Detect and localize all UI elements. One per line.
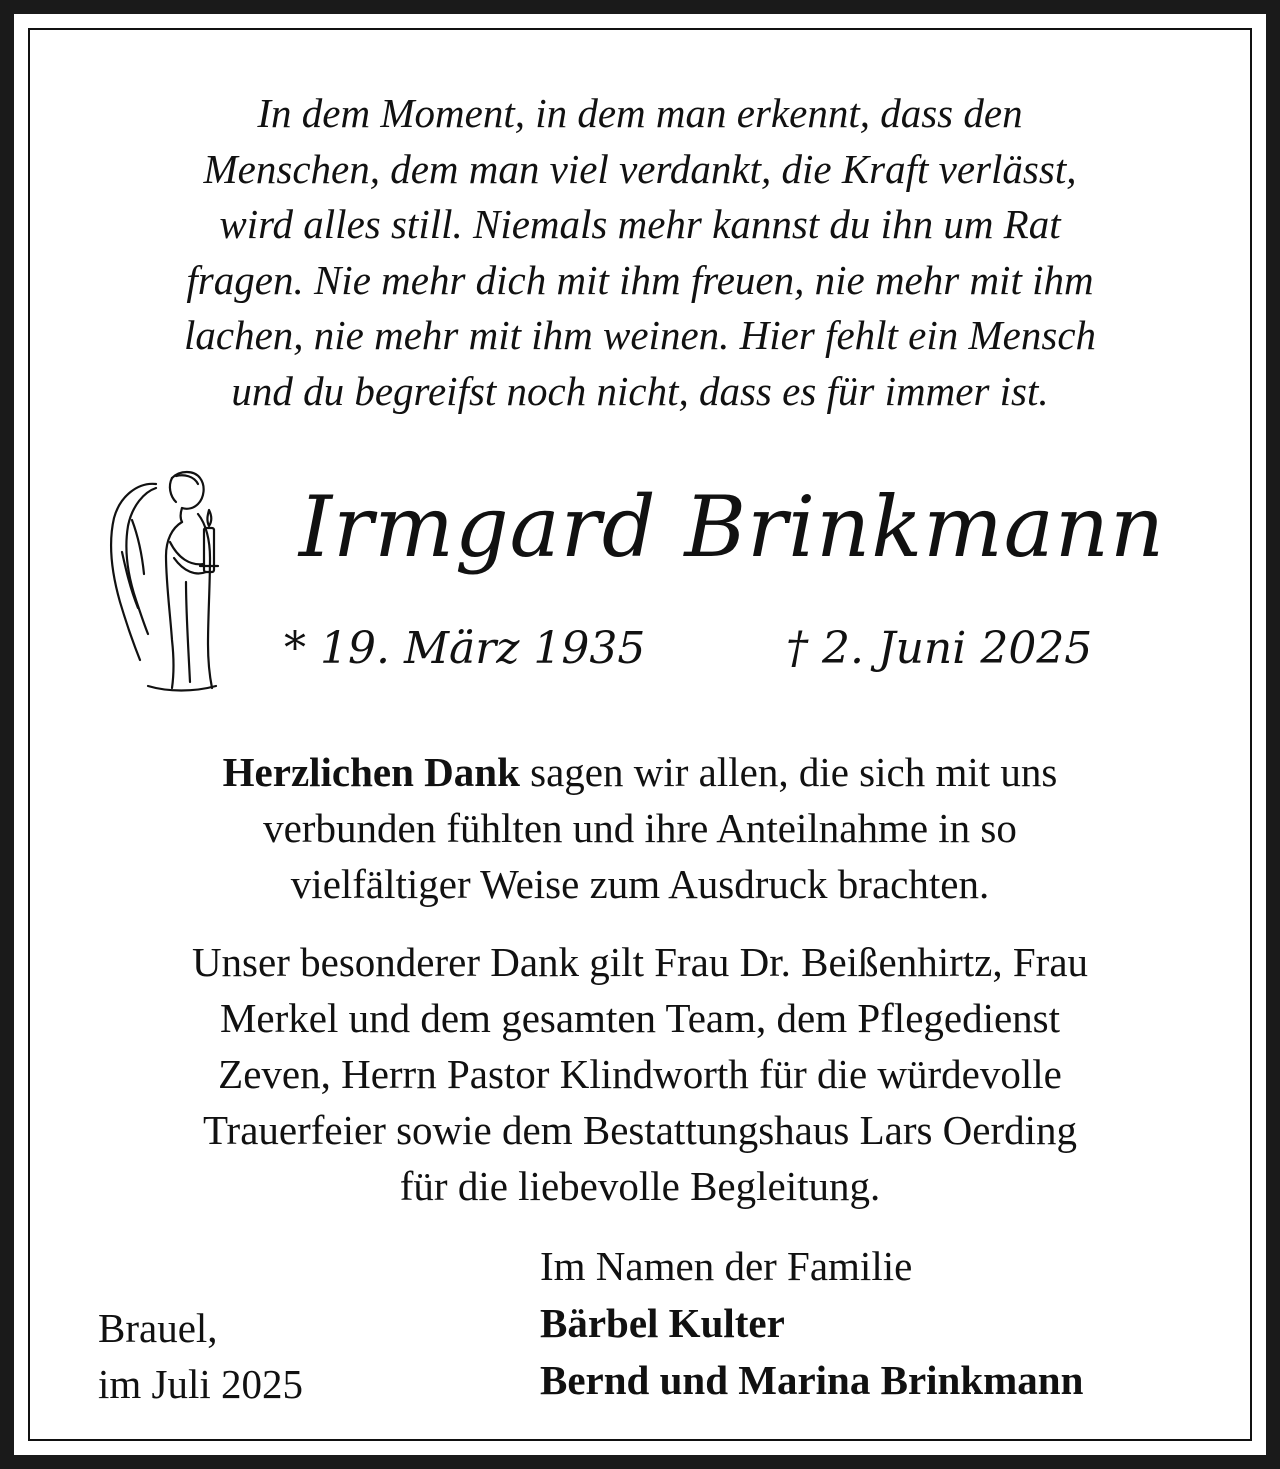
quote-line: wird alles still. Niemals mehr kannst du ihn um Rat (219, 201, 1061, 247)
special-thanks-line: Unser besonderer Dank gilt Frau Dr. Beißenhirtz, Frau (191, 939, 1089, 985)
special-thanks-line: für die liebevolle Begleitung. (399, 1163, 881, 1209)
quote-line: fragen. Nie mehr dich mit ihm freuen, nie mehr mit ihm (186, 256, 1094, 303)
quote-line: und du begreifst noch nicht, dass es für immer ist. (231, 367, 1049, 414)
place: Brauel, (98, 1305, 218, 1351)
life-dates (284, 614, 1164, 684)
family-member: Bernd und Marina Brinkmann (540, 1357, 1084, 1403)
thanks-line (74, 744, 1206, 800)
special-thanks-line: Trauerfeier sowie dem Bestattungshaus Lars Oerding (202, 1107, 1078, 1153)
thanks-paragraph (74, 744, 1206, 912)
place-and-date (98, 1300, 303, 1412)
special-thanks-line: Merkel und dem gesamten Team, dem Pflegedienst (219, 995, 1061, 1041)
date: im Juli 2025 (98, 1361, 304, 1407)
thanks-line-rest: sagen wir allen, die sich mit uns (519, 749, 1058, 795)
thanks-lead: Herzlichen Dank (222, 749, 520, 795)
death-date: † 2. Juni 2025 (786, 623, 1093, 674)
angel-with-candle-icon (98, 462, 228, 694)
quote-line: Menschen, dem man viel verdankt, die Kraft verlässt, (203, 145, 1077, 192)
quote-line: lachen, nie mehr mit ihm weinen. Hier fehlt ein Mensch (183, 312, 1097, 358)
memorial-quote (74, 86, 1206, 419)
special-thanks-paragraph (74, 934, 1206, 1214)
thanks-line: verbunden fühlten und ihre Anteilnahme in so (263, 805, 1017, 851)
quote-line: In dem Moment, in dem man erkennt, dass den (257, 90, 1023, 136)
family-member: Bärbel Kulter (540, 1300, 785, 1346)
family-signature (540, 1238, 1083, 1409)
special-thanks-line: Zeven, Herrn Pastor Klindworth für die würdevolle (218, 1051, 1062, 1097)
deceased-name: Irmgard Brinkmann (298, 478, 1166, 576)
obituary-card (14, 14, 1266, 1455)
birth-date: * 19. März 1935 (284, 623, 646, 674)
thanks-line: vielfältiger Weise zum Ausdruck brachten. (290, 861, 990, 907)
family-intro: Im Namen der Familie (540, 1243, 913, 1289)
